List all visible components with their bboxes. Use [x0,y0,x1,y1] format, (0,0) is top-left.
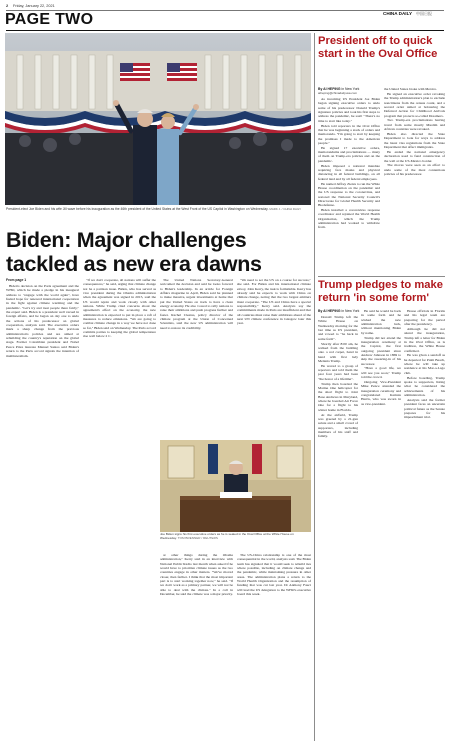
paragraph: He named Jeffrey Zients to run the White House coordination on the pandemic and the US response to the coronavirus, and restored the National Security Council's Directorate for Global Health Security and Biodefense. [318,181,380,208]
paragraph: at other things during the Obama administration," Kerry said in an interview with National Public Radio last month when asked if he would have to prioritize climate issues as the two countries engage in other matters. "We've moved closer, then farther. I think that the most important part is to start working together now," he said. "If we don't work as a primary partner, we will not be able to deal with the climate." In a call in December, he said the climate was a major priority. [160,553,233,597]
paragraph: As incoming US President Joe Biden began signing executive orders to undo some of his predecessor Donald Trump's signature policies and took his first steps to address the pandemic, he said: "There's no time to start like today." [318,97,380,123]
paragraph: Biden imposed a national mandate requiring face masks and physical distancing in all federal buildings, on all federal land and by all federal employees. [318,163,380,181]
paragraph: Before boarding, Trump spoke to supporters, listing what he considered the achievements of his administration. [404,375,445,398]
right-story1-col-2 [384,87,445,275]
right-byline-1 [318,87,380,95]
right-story2-col-1 [318,315,358,741]
story-separator [318,276,445,277]
masthead-cn: 中国日报 [416,11,433,16]
paragraph: Two Trump-era proclamations barring travel from some mostly Muslim and African countries were revoked. [384,118,445,132]
paragraph: Although he did not attend the inauguration, Trump left a letter for Biden in the Oval Office, as is tradition, the White House confirmed. [404,326,445,353]
main-col-3-text: The United Nations Secretary-General welcomed the decision and said he looks forward to Biden's leadership. In an article for Foreign Affairs magazine in April, Biden said he planned to make massive, urgent investments at home that put the United States on track to have a clean energy economy. He also vowed to rally nations to raise their ambitions and push progress further and faster. Rachel Cleetus, policy director of the climate program at the Union of Concerned Scientists, said the new US administration will need to restore its credibility. [160,278,233,330]
paragraph: Analysts said the former president faces an uncertain political future as the Senate prepares for his impeachment trial. [404,397,445,420]
right-byline-2 [318,309,359,313]
byline-email[interactable]: aiheping@chinadailyusa.com [318,91,358,96]
main-col-2 [83,278,156,744]
oval-office-photo [160,440,311,532]
column-divider [314,33,315,741]
main-col-2-text: "If we don't cooperate, all nations will suffer the consequences," he said, urging that climate change not be a partisan issue. Biden, who has served as vice president during the Obama administration when the agreement was signed in 2015, said the US would rejoin and work closely with other nations. While Trump cited concerns about the agreement's effect on the economy, the new administration is expected to put in place a raft of measures to reduce emissions. "We are going to combat climate change in a way we have not done so far," Biden said on Wednesday. The Paris accord commits parties to keeping the global temperature rise well below 2 C. [83,278,156,339]
oval-office-photo-frame [160,440,311,550]
main-dateline: From page 1 [6,278,27,282]
paragraph: House officials in Florida and his legal team are preparing for the period after the presidency. [404,309,445,327]
paragraph: He waved to a group of reporters and told them the past four years had been "the honor of a lifetime". [318,363,358,381]
right-headline-1: President off to quick start in the Oval Office [318,35,438,60]
paragraph: Outgoing Vice-President Mike Pence attended the inauguration ceremony and congratulated Kamala Harris, who was sworn in as vice-president. [361,380,401,406]
second-photo-caption [160,533,311,541]
continuation-col-1 [160,553,233,741]
continuation-col-2 [237,553,311,741]
paragraph: The US-China relationship is one of the most consequential in the world, analysts said. The Biden team has signaled that it would seek to rebuild ties where possible, including on climate change and the pandemic, while maintaining pressure in other areas. The administration plans a return to the World Health Organization and the resumption of funding that was cut last year. Dr Anthony Fauci will lead the US delegation to the WHO's executive board this week. [237,553,311,597]
paragraph: He said he would be back in some form and he wished the new administration luck, without mentioning Biden by name. [361,309,401,335]
masthead-logo: CHINA DAILY [383,11,413,16]
paragraph: At the airfield, Trump was greeted by a 21-gun salute and a small crowd of supporters, including members of his staff and family. [318,412,358,439]
main-col-4-text: "We need to set the US on a course for success," she said. For Biden and his international climate envoy, John Kerry, the task is formidable. Kerry has already said he expects to work with China on climate change, noting that the two largest emitters must cooperate. "The US and China have a special responsibility," Kerry said. Analysts say the commitments made in Paris are insufficient and that all countries must raise their ambitions ahead of the next UN climate conference in Glasgow later this year. [237,278,311,326]
caption-text: President-elect Joe Biden and his wife Jill wave before his inauguration as the 46th president of the United States at the West Front of the US Capitol in Washington on Wednesday. [6,207,269,211]
page-number: 2 [6,3,9,8]
paragraph: Trump then boarded the Marine One helicopter for the short flight to Joint Base Andrews in Maryland, where he boarded Air Force One for a flight to his winter home in Florida. [318,381,358,412]
section-rule [6,30,444,31]
section-title: PAGE TWO [5,11,94,28]
caption-text: Joe Biden signs his first executive orders as he is seated in the Oval Office at the White House on Wednesday. [160,532,294,540]
paragraph: Biden installed a coronavirus response coordinator and rejoined the World Health Organization, which the Trump administration had worked to withdraw from. [318,208,380,230]
paragraph: He was given a sendoff as he departed for Palm Beach, where he will take up residence at his Mar-a-Lago club. [404,353,445,375]
byline-name: By AI HEPING [318,87,341,91]
paragraph: He ended the national emergency declaration used to fund construction of the wall at the US-Mexico border. [384,149,445,163]
caption-credit: MARK J. / CHINA DAILY [269,207,302,211]
main-col-1 [6,284,79,744]
paragraph: The moves were seen as an effort to undo some of the most contentious policies of his predecessor. [384,163,445,177]
right-story1-col-1 [318,97,380,275]
paragraph: Shortly after 8:00 am, he walked from the building onto a red carpet, hand in hand with first lady Melania Trump. [318,341,358,363]
byline-place: in New York [341,87,360,91]
paragraph: He signed an executive order revoking the Trump administration's plan to exclude noncitizens from the census count, and a second order aimed at bolstering the Deferred Action for Childhood Arrivals program that protects so-called Dreamers. [384,91,445,118]
edition-line: Friday, January 22, 2021 [13,4,55,8]
paragraph: the United States broke with Mexico. [384,87,437,91]
inauguration-photo [5,33,311,205]
paragraph: Biden told reporters in the Oval Office that he was beginning a stack of orders and memoranda. "I'm going to start by keeping the promises I made to the American people." [318,123,380,145]
right-story2-col-3 [404,309,445,741]
byline-name: By AI HEPING [318,309,341,313]
byline-place: in New York [341,309,360,313]
paragraph: Donald Trump left the White House on Wednesday morning for the last time as US president, and vowed to "be back in some form". [318,315,358,341]
right-headline-2: Trump pledges to make return 'in some form' [318,279,443,304]
top-photo-caption [6,207,310,211]
paragraph: He signed 17 executive orders, memorandums and proclamations — many of them on Trump-era policies and on the pandemic. [318,145,380,163]
paragraph: Trump did not attend the inauguration ceremony at the Capitol, the first outgoing president since Andrew Johnson in 1869 to skip the swearing-in of his successor. [361,335,401,366]
paragraph: Biden also directed the State Department to look for ways to address the latest visa regulations from the State Department that affect immigrants. [384,131,445,149]
paragraph: "Have a good life, we will see you soon," Trump told the crowd. [361,366,401,380]
right-story2-col-2 [361,309,401,741]
caption-credit: TOM BRENNER / REUTERS [177,535,218,540]
main-headline: Biden: Major challenges tackled as new era dawns [6,228,262,276]
main-col-1-text: Biden's decision on the Paris agreement and the WHO, which he made a pledge in his inaugural address to "engage with the world again", have fueled hope for renewed international cooperation in the fight against climate warming and the pandemic. "Let's try and treat people there fairly," the expert said. Biden is a president well versed in foreign affairs, and he began on day one to undo the actions of his predecessor on global cooperation, analysts said. The executive orders mark a sharp change from the previous administration's policies and are aimed at rebuilding the country's reputation on the global stage. Former Colombian president and Nobel Peace Prize laureate Manuel Santos said Biden's return to the Paris accord signals the intention of multilateralism. [6,284,79,358]
